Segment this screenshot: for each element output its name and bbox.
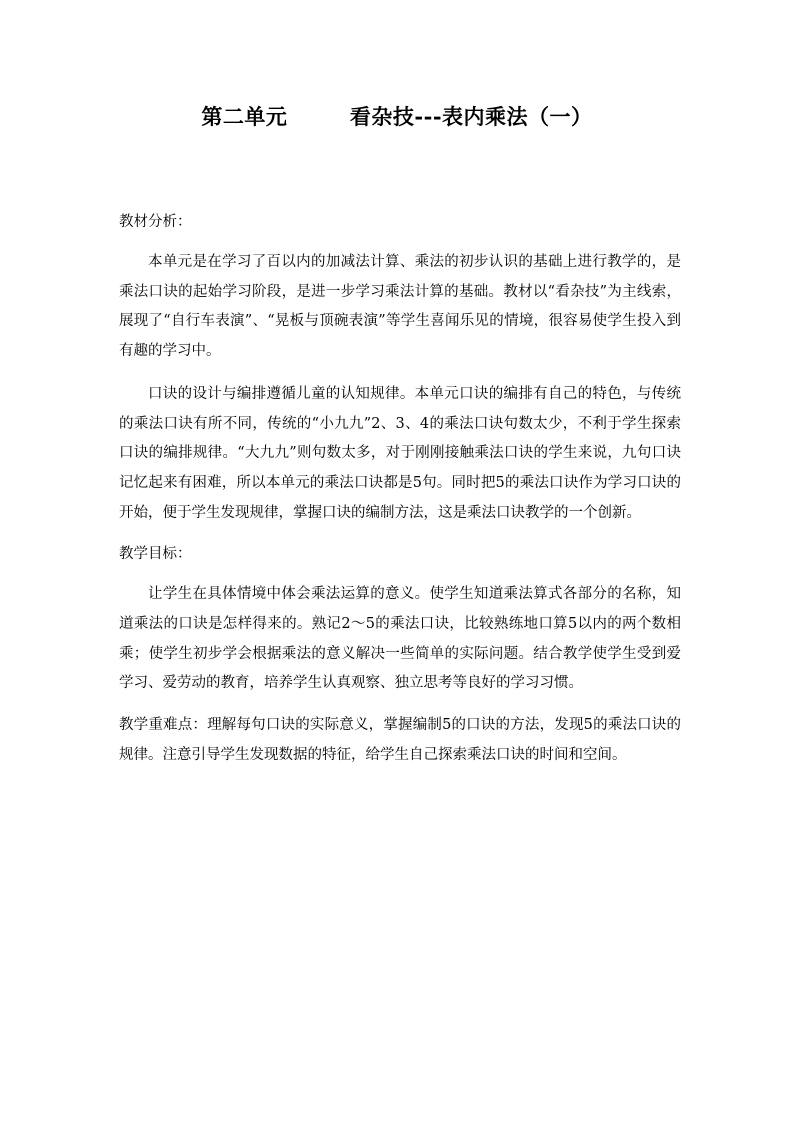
page-title: 第二单元 看杂技---表内乘法（一） — [201, 104, 593, 129]
paragraph-objectives-1: 让学生在具体情境中体会乘法运算的意义。使学生知道乘法算式各部分的名称，知道乘法的口诀是怎样得来的。熟记2～5的乘法口诀，比较熟练地口算5以内的两个数相乘；使学生初步学会根据乘法的意义解决一些简单的实际问题。结合教学使学生受到爱学习、爱劳动的教育，培养学生认真观察、独立思考等良好的学习习惯。 — [119, 586, 681, 692]
paragraph-materials-2: 口诀的设计与编排遵循儿童的认知规律。本单元口诀的编排有自己的特色，与传统的乘法口诀有所不同，传统的“小九九”2、3、4的乘法口诀句数太少，不利于学生探索口诀的编排规律。“大九九”则句数太多，对于刚刚接触乘法口诀的学生来说，九句口诀记忆起来有困难，所以本单元的乘法口诀都是5句。同时把5的乘法口诀作为学习口诀的开始，便于学生发现规律，掌握口诀的编制方法，这是乘法口诀教学的一个创新。 — [119, 385, 681, 521]
paragraph-materials-1: 本单元是在学习了百以内的加减法计算、乘法的初步认识的基础上进行教学的，是乘法口诀的起始学习阶段，是进一步学习乘法计算的基础。教材以“看杂技”为主线索，展现了“自行车表演”、“晃板与顶碗表演”等学生喜闻乐见的情境，很容易使学生投入到有趣的学习中。 — [119, 254, 681, 360]
paragraph-difficulty: 教学重难点：理解每句口诀的实际意义，掌握编制5的口诀的方法，发现5的乘法口诀的规律。注意引导学生发现数据的特征，给学生自己探索乘法口诀的时间和空间。 — [119, 717, 681, 763]
document-body — [119, 208, 681, 771]
section-heading-materials: 教材分析： — [119, 214, 192, 230]
section-heading-objectives: 教学目标： — [119, 546, 192, 563]
